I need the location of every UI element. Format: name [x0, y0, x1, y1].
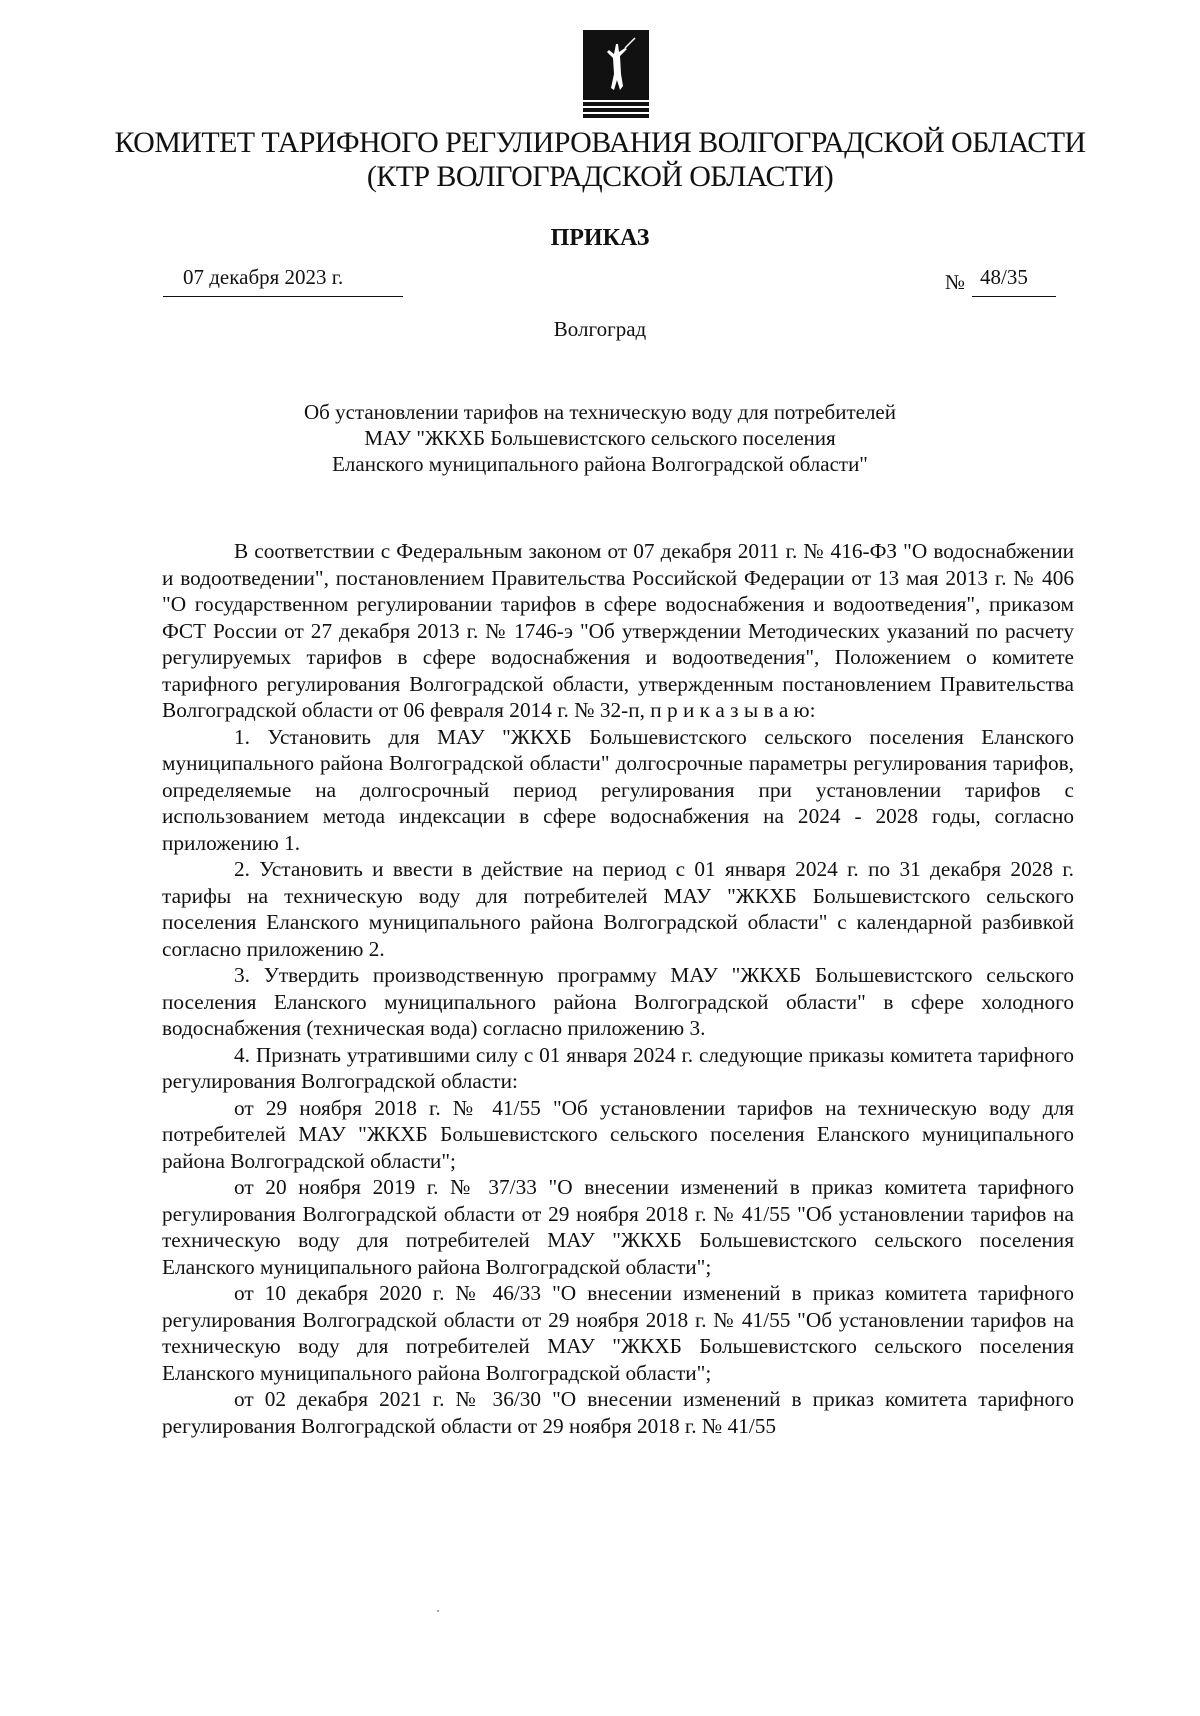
repealed-order-item: от 10 декабря 2020 г. № 46/33 "О внесении изменений в приказ комитета тарифного регулирования Волгоградской области от 29 ноября 2018 г. № 41/55 "Об установлении тарифов на техническую воду для потребителей МАУ "ЖКХБ Большевистского сельского поселения Еланского муниципального района Волгоградской области"; [162, 1281, 1074, 1385]
document-type-title: ПРИКАЗ [550, 225, 650, 251]
repealed-order-item: от 02 декабря 2021 г. № 36/30 "О внесении изменений в приказ комитета тарифного регулирования Волгоградской области от 29 ноября 2018 г. № 41/55 [162, 1387, 1074, 1438]
document-body [162, 538, 1074, 1439]
subject-line: Еланского муниципального района Волгоградской области" [332, 452, 868, 476]
repealed-order-item: от 29 ноября 2018 г. № 41/55 "Об установлении тарифов на техническую воду для потребителей МАУ "ЖКХБ Большевистского сельского поселения Еланского муниципального района Волгоградской области"; [162, 1095, 1074, 1173]
order-item-4: 4. Признать утратившими силу с 01 января 2024 г. следующие приказы комитета тарифного регулирования Волгоградской области: [162, 1042, 1074, 1093]
scan-artifact-dot [437, 1610, 439, 1612]
document-subject [0, 399, 1200, 477]
repealed-order-item: от 20 ноября 2019 г. № 37/33 "О внесении изменений в приказ комитета тарифного регулирования Волгоградской области от 29 ноября 2018 г. № 41/55 "Об установлении тарифов на техническую воду для потребителей МАУ "ЖКХБ Большевистского сельского поселения Еланского муниципального района Волгоградской области"; [162, 1175, 1074, 1279]
order-item-3: 3. Утвердить производственную программу МАУ "ЖКХБ Большевистского сельского поселения Еланского муниципального района Волгоградской области" в сфере холодного водоснабжения (техническая вода) согласно приложению 3. [162, 963, 1074, 1040]
document-city: Волгоград [553, 317, 647, 341]
number-sign: № [945, 270, 966, 294]
preamble-paragraph: В соответствии с Федеральным законом от 07 декабря 2011 г. № 416-ФЗ "О водоснабжении и водоотведении", постановлением Правительства Российской Федерации от 13 мая 2013 г. № 406 "О государственном регулировании тарифов в сфере водоснабжения и водоотведения", приказом ФСТ России от 27 декабря 2013 г. № 1746-э "Об утверждении Методических указаний по расчету регулируемых тарифов в сфере водоснабжения и водоотведения", Положением о комитете тарифного регулирования Волгоградской области, утвержденным постановлением Правительства Волгоградской области от 06 февраля 2014 г. № 32-п, п р и к а з ы в а ю: [162, 539, 1074, 722]
organization-short-name: (КТР ВОЛГОГРАДСКОЙ ОБЛАСТИ) [366, 160, 834, 193]
organization-name: КОМИТЕТ ТАРИФНОГО РЕГУЛИРОВАНИЯ ВОЛГОГРАДСКОЙ ОБЛАСТИ [114, 126, 1086, 159]
subject-line: Об установлении тарифов на техническую воду для потребителей [303, 400, 896, 424]
subject-line: МАУ "ЖКХБ Большевистского сельского поселения [364, 426, 836, 450]
order-item-2: 2. Установить и ввести в действие на период с 01 января 2024 г. по 31 декабря 2028 г. тарифы на техническую воду для потребителей МАУ "ЖКХБ Большевистского сельского поселения Еланского муниципального района Волгоградской области" с календарной разбивкой согласно приложению 2. [162, 857, 1074, 961]
document-date: 07 декабря 2023 г. [163, 265, 403, 297]
order-item-1: 1. Установить для МАУ "ЖКХБ Большевистского сельского поселения Еланского муниципального района Волгоградской области" долгосрочные параметры регулирования тарифов, определяемые на долгосрочный период регулирования при установлении тарифов с использованием метода индексации в сфере водоснабжения на 2024 - 2028 годы, согласно приложению 1. [162, 724, 1074, 855]
coat-of-arms-emblem [583, 30, 649, 122]
document-number: 48/35 [972, 265, 1056, 297]
